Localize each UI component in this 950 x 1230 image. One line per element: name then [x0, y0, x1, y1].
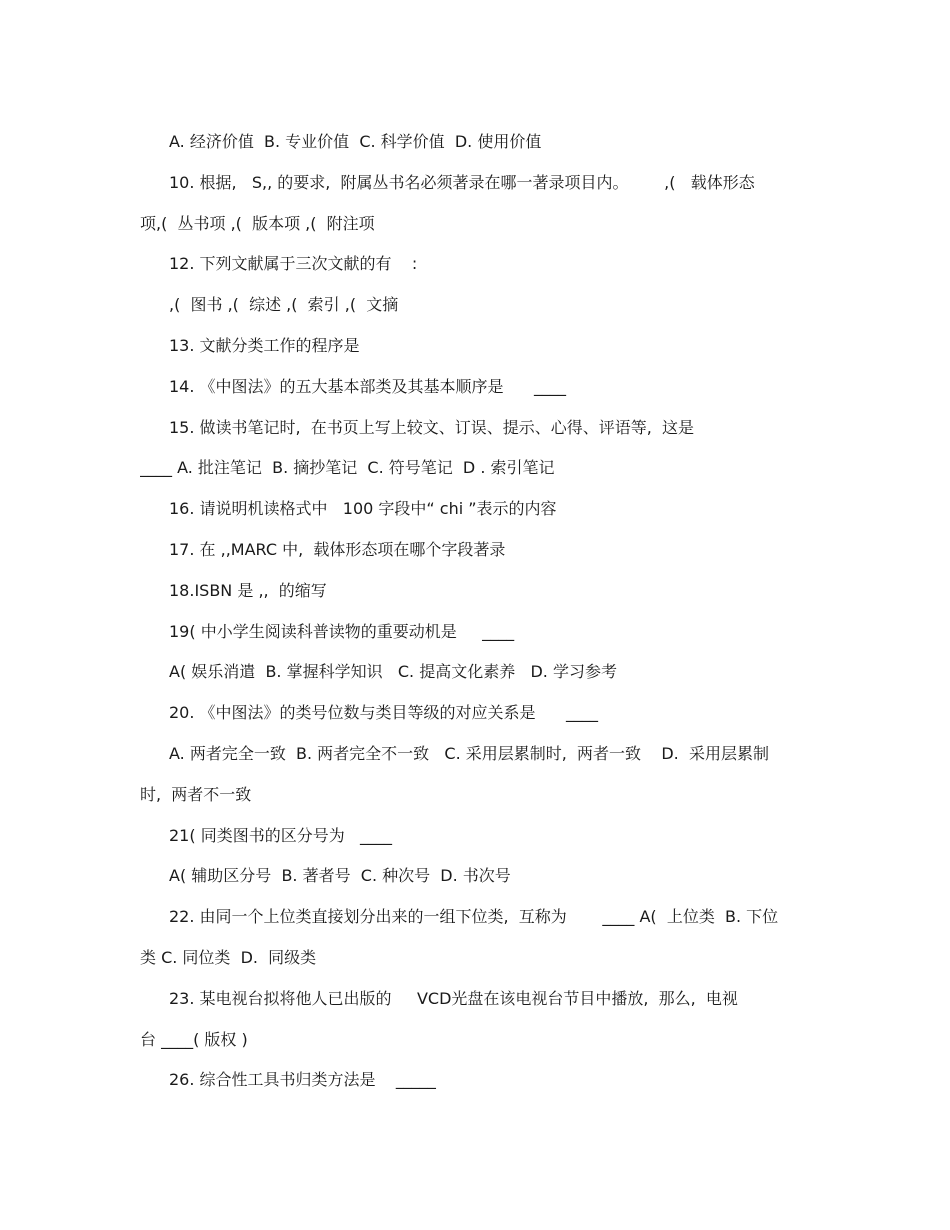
- text-line: ,( 图书 ,( 综述 ,( 索引 ,( 文摘: [169, 295, 399, 315]
- text-line: 项,( 丛书项 ,( 版本项 ,( 附注项: [140, 213, 375, 233]
- text-line: 19( 中小学生阅读科普读物的重要动机是 ____: [169, 621, 515, 641]
- text-line: 20. 《中图法》的类号位数与类目等级的对应关系是 ____: [169, 703, 599, 723]
- text-line: A( 辅助区分号 B. 著者号 C. 种次号 D. 书次号: [169, 866, 511, 886]
- text-line: 26. 综合性工具书归类方法是 _____: [169, 1070, 436, 1090]
- text-line: 时, 两者不一致: [140, 784, 252, 804]
- text-line: 台 ____( 版权 ): [140, 1029, 248, 1049]
- text-line: 14. 《中图法》的五大基本部类及其基本顺序是 ____: [169, 376, 567, 396]
- text-line: A. 两者完全一致 B. 两者完全不一致 C. 采用层累制时, 两者一致 D. 采用层累制: [169, 743, 769, 763]
- text-line: 13. 文献分类工作的程序是: [169, 335, 360, 355]
- text-line: 23. 某电视台拟将他人已出版的 VCD光盘在该电视台节目中播放, 那么, 电视: [169, 988, 738, 1008]
- text-line: A. 经济价值 B. 专业价值 C. 科学价值 D. 使用价值: [169, 132, 542, 151]
- question-list: [140, 128, 820, 1107]
- text-line: 15. 做读书笔记时, 在书页上写上较文、订误、提示、心得、评语等, 这是: [169, 417, 695, 437]
- text-line: 10. 根据, S,, 的要求, 附属丛书名必须著录在哪一著录项目内。 ,( 载体形态: [169, 172, 755, 192]
- text-line: 16. 请说明机读格式中 100 字段中“ chi ”表示的内容: [169, 499, 557, 519]
- text-line: 21( 同类图书的区分号为 ____: [169, 825, 392, 845]
- text-line: 17. 在 ,,MARC 中, 载体形态项在哪个字段著录: [169, 539, 506, 559]
- text-line: 12. 下列文献属于三次文献的有 :: [169, 254, 418, 274]
- text-line: 18.ISBN 是 ,, 的缩写: [169, 580, 327, 600]
- text-line: 22. 由同一个上位类直接划分出来的一组下位类, 互称为 ____ A( 上位类 B. 下位: [169, 907, 779, 927]
- text-line: A( 娱乐消遣 B. 掌握科学知识 C. 提高文化素养 D. 学习参考: [169, 662, 617, 682]
- text-line: ____ A. 批注笔记 B. 摘抄笔记 C. 符号笔记 D . 索引笔记: [140, 458, 555, 478]
- text-line: 类 C. 同位类 D. 同级类: [140, 947, 317, 967]
